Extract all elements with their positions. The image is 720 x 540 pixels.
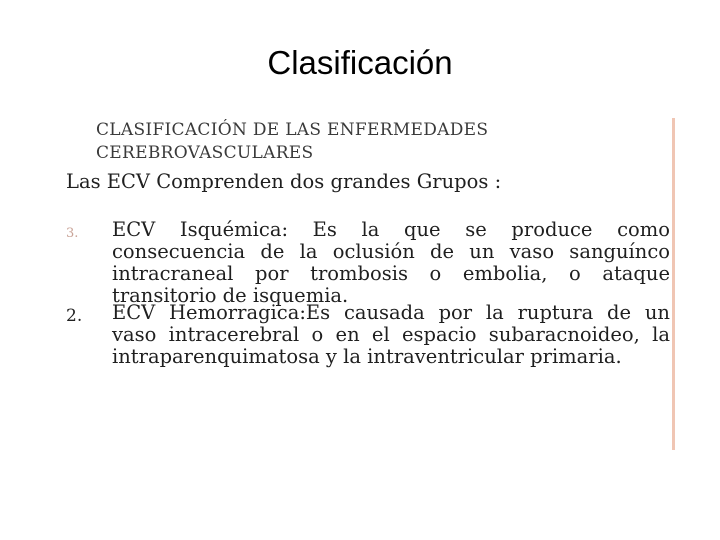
right-margin-rule bbox=[672, 118, 675, 450]
item-number: 3. bbox=[66, 226, 79, 241]
document-heading-line-1: CLASIFICACIÓN DE LAS ENFERMEDADES bbox=[96, 120, 489, 140]
item-line: intraparenquimatosa y la intraventricular primaria. bbox=[112, 345, 622, 368]
item-line: transitorio de isquemia. bbox=[112, 284, 349, 307]
document-heading-line-2: CEREBROVASCULARES bbox=[96, 143, 314, 163]
item-line: vaso intracerebral o en el espacio subaracnoideo, la bbox=[112, 323, 670, 346]
list-item bbox=[112, 219, 670, 307]
item-number: 2. bbox=[66, 306, 83, 326]
list-item bbox=[112, 302, 670, 368]
document-intro: Las ECV Comprenden dos grandes Grupos : bbox=[66, 170, 502, 193]
item-line: intracraneal por trombosis o embolia, o ataque bbox=[112, 262, 670, 285]
item-line: ECV Isquémica: Es la que se produce como bbox=[112, 218, 670, 241]
item-line: consecuencia de la oclusión de un vaso sanguínco bbox=[112, 240, 670, 263]
slide-title: Clasificación bbox=[267, 44, 453, 81]
item-line: ECV Hemorragica:Es causada por la ruptura de un bbox=[112, 301, 670, 324]
